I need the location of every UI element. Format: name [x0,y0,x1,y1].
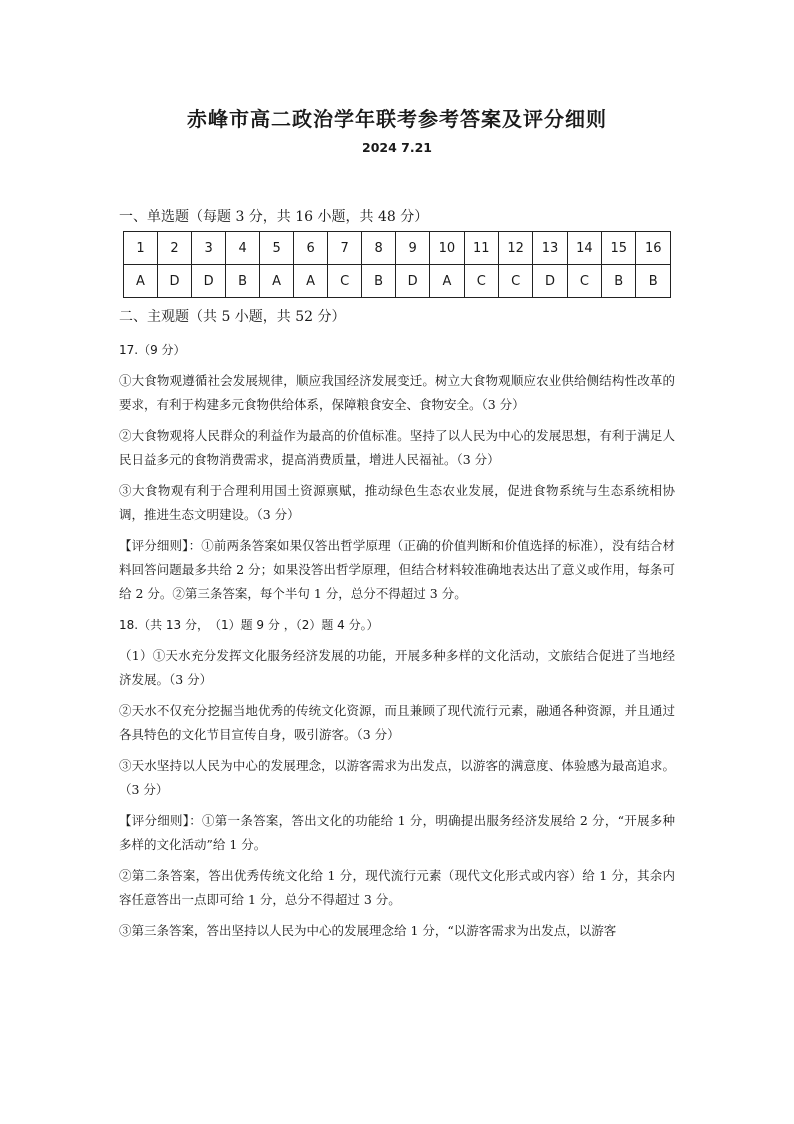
question-number-cell: 13 [533,232,567,265]
question-number-cell: 5 [260,232,294,265]
answer-paragraph: （1）①天水充分发挥文化服务经济发展的功能，开展多种多样的文化活动，文旅结合促进了当地经济发展。（3 分） [119,648,675,687]
question-number-cell: 15 [602,232,636,265]
scoring-rules-paragraph: 【评分细则】：①第一条答案，答出文化的功能给 1 分，明确提出服务经济发展给 2 分，“开展多种多样的文化活动”给 1 分。 [119,813,675,852]
question-number-cell: 6 [294,232,328,265]
answer-cell: C [498,265,532,298]
question-number-cell: 4 [226,232,260,265]
answer-cell: A [294,265,328,298]
question-number-cell: 8 [362,232,396,265]
answer-paragraph: ③大食物观有利于合理利用国土资源禀赋，推动绿色生态农业发展，促进食物系统与生态系统相协调，推进生态文明建设。（3 分） [119,483,675,522]
question-number-cell: 12 [498,232,532,265]
answer-cell: B [362,265,396,298]
answer-row [124,265,671,298]
answer-cell: B [636,265,671,298]
section2-body [119,338,675,950]
answer-cell: D [396,265,430,298]
answer-cell: D [192,265,226,298]
document-date: 2024 7.21 [362,140,432,155]
answer-cell: A [260,265,294,298]
scoring-rules-paragraph: ②第二条答案，答出优秀传统文化给 1 分，现代流行元素（现代文化形式或内容）给 1 分，其余内容任意答出一点即可给 1 分，总分不得超过 3 分。 [119,868,675,907]
answer-table [123,231,671,298]
question-number-row [124,232,671,265]
answer-cell: C [464,265,498,298]
answer-cell: A [124,265,158,298]
question-18-header: 18.（共 13 分， （1）题 9 分 ，（2）题 4 分。） [119,618,379,632]
section2-heading: 二、主观题（共 5 小题，共 52 分） [119,309,346,325]
question-number-cell: 11 [464,232,498,265]
answer-cell: C [328,265,362,298]
question-number-cell: 1 [124,232,158,265]
question-number-cell: 2 [158,232,192,265]
question-17-header: 17.（9 分） [119,343,186,357]
section1-heading: 一、单选题（每题 3 分，共 16 小题，共 48 分） [119,209,429,225]
document-title: 赤峰市高二政治学年联考参考答案及评分细则 [187,107,607,131]
answer-paragraph: ①大食物观遵循社会发展规律，顺应我国经济发展变迁。树立大食物观顺应农业供给侧结构性改革的要求，有利于构建多元食物供给体系，保障粮食安全、食物安全。（3 分） [119,373,675,412]
answer-paragraph: ②大食物观将人民群众的利益作为最高的价值标准。坚持了以人民为中心的发展思想，有利于满足人民日益多元的食物消费需求，提高消费质量，增进人民福祉。（3 分） [119,428,675,467]
answer-cell: D [158,265,192,298]
answer-cell: B [226,265,260,298]
answer-paragraph: ③天水坚持以人民为中心的发展理念，以游客需求为出发点，以游客的满意度、体验感为最高追求。（3 分） [119,758,675,797]
answer-cell: C [567,265,601,298]
question-number-cell: 16 [636,232,671,265]
answer-cell: B [602,265,636,298]
answer-cell: D [533,265,567,298]
scoring-rules-paragraph: ③第三条答案，答出坚持以人民为中心的发展理念给 1 分，“以游客需求为出发点，以游客 [119,923,617,938]
question-number-cell: 10 [430,232,464,265]
answer-cell: A [430,265,464,298]
question-number-cell: 3 [192,232,226,265]
question-number-cell: 7 [328,232,362,265]
answer-paragraph: ②天水不仅充分挖掘当地优秀的传统文化资源，而且兼顾了现代流行元素，融通各种资源，并且通过各具特色的文化节目宣传自身，吸引游客。（3 分） [119,703,675,742]
question-number-cell: 9 [396,232,430,265]
scoring-rules-paragraph: 【评分细则】：①前两条答案如果仅答出哲学原理（正确的价值判断和价值选择的标准），没有结合材料回答问题最多共给 2 分；如果没答出哲学原理，但结合材料较准确地表达出了意义或作用，每条可给 2 分。②第三条答案，每个半句 1 分，总分不得超过 3 分。 [119,538,675,601]
question-number-cell: 14 [567,232,601,265]
